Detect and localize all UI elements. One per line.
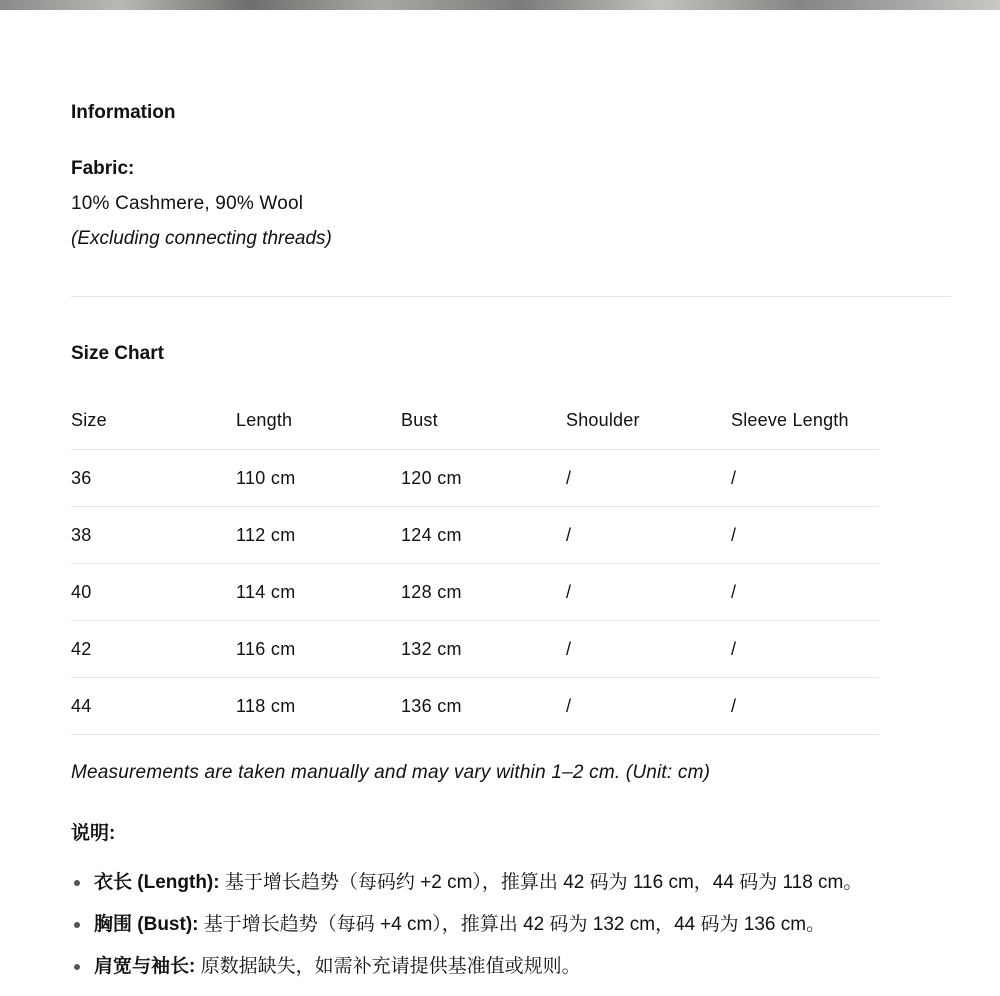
cell-sleeve-length: / — [731, 507, 879, 564]
information-heading: Information — [71, 102, 176, 123]
cell-bust: 120 cm — [401, 450, 566, 507]
size-chart-table — [71, 392, 879, 735]
explanation-text: 基于增长趋势（每码 +4 cm），推算出 42 码为 132 cm，44 码为 136 cm。 — [198, 914, 826, 935]
column-header-sleeve-length: Sleeve Length — [731, 392, 879, 450]
cell-sleeve-length: / — [731, 450, 879, 507]
size-chart-heading: Size Chart — [71, 343, 164, 364]
cell-bust: 136 cm — [401, 678, 566, 735]
column-header-bust: Bust — [401, 392, 566, 450]
cell-length: 116 cm — [236, 621, 401, 678]
table-row — [71, 450, 879, 507]
explanation-term: 衣长 (Length): — [94, 872, 220, 893]
section-divider — [71, 296, 951, 297]
product-photo-edge — [0, 0, 1000, 10]
cell-bust: 124 cm — [401, 507, 566, 564]
explanation-term: 肩宽与袖长: — [94, 956, 196, 977]
cell-length: 112 cm — [236, 507, 401, 564]
cell-size: 42 — [71, 621, 236, 678]
cell-sleeve-length: / — [731, 621, 879, 678]
cell-shoulder: / — [566, 678, 731, 735]
cell-bust: 128 cm — [401, 564, 566, 621]
table-row — [71, 621, 879, 678]
cell-sleeve-length: / — [731, 564, 879, 621]
fabric-value: 10% Cashmere, 90% Wool — [71, 193, 304, 214]
table-row — [71, 507, 879, 564]
fabric-label: Fabric: — [71, 158, 135, 179]
cell-length: 118 cm — [236, 678, 401, 735]
column-header-shoulder: Shoulder — [566, 392, 731, 450]
size-chart-header-row — [71, 392, 879, 450]
cell-size: 40 — [71, 564, 236, 621]
bullet-icon — [74, 964, 80, 970]
explanation-term: 胸围 (Bust): — [94, 914, 199, 935]
cell-shoulder: / — [566, 564, 731, 621]
cell-length: 114 cm — [236, 564, 401, 621]
measurement-note: Measurements are taken manually and may vary within 1–2 cm. (Unit: cm) — [71, 762, 711, 783]
cell-shoulder: / — [566, 507, 731, 564]
list-item — [71, 912, 971, 954]
fabric-note: (Excluding connecting threads) — [71, 228, 332, 249]
bullet-icon — [74, 922, 80, 928]
cell-bust: 132 cm — [401, 621, 566, 678]
cell-shoulder: / — [566, 450, 731, 507]
explanation-heading: 说明: — [71, 823, 116, 844]
cell-length: 110 cm — [236, 450, 401, 507]
cell-size: 36 — [71, 450, 236, 507]
explanation-text: 基于增长趋势（每码约 +2 cm），推算出 42 码为 116 cm，44 码为 118 cm。 — [219, 872, 863, 893]
cell-size: 38 — [71, 507, 236, 564]
list-item — [71, 870, 971, 912]
bullet-icon — [74, 880, 80, 886]
explanation-list — [71, 870, 971, 996]
list-item — [71, 954, 971, 996]
table-row — [71, 564, 879, 621]
cell-size: 44 — [71, 678, 236, 735]
cell-shoulder: / — [566, 621, 731, 678]
cell-sleeve-length: / — [731, 678, 879, 735]
explanation-text: 原数据缺失，如需补充请提供基准值或规则。 — [195, 956, 581, 977]
column-header-size: Size — [71, 392, 236, 450]
table-row — [71, 678, 879, 735]
column-header-length: Length — [236, 392, 401, 450]
